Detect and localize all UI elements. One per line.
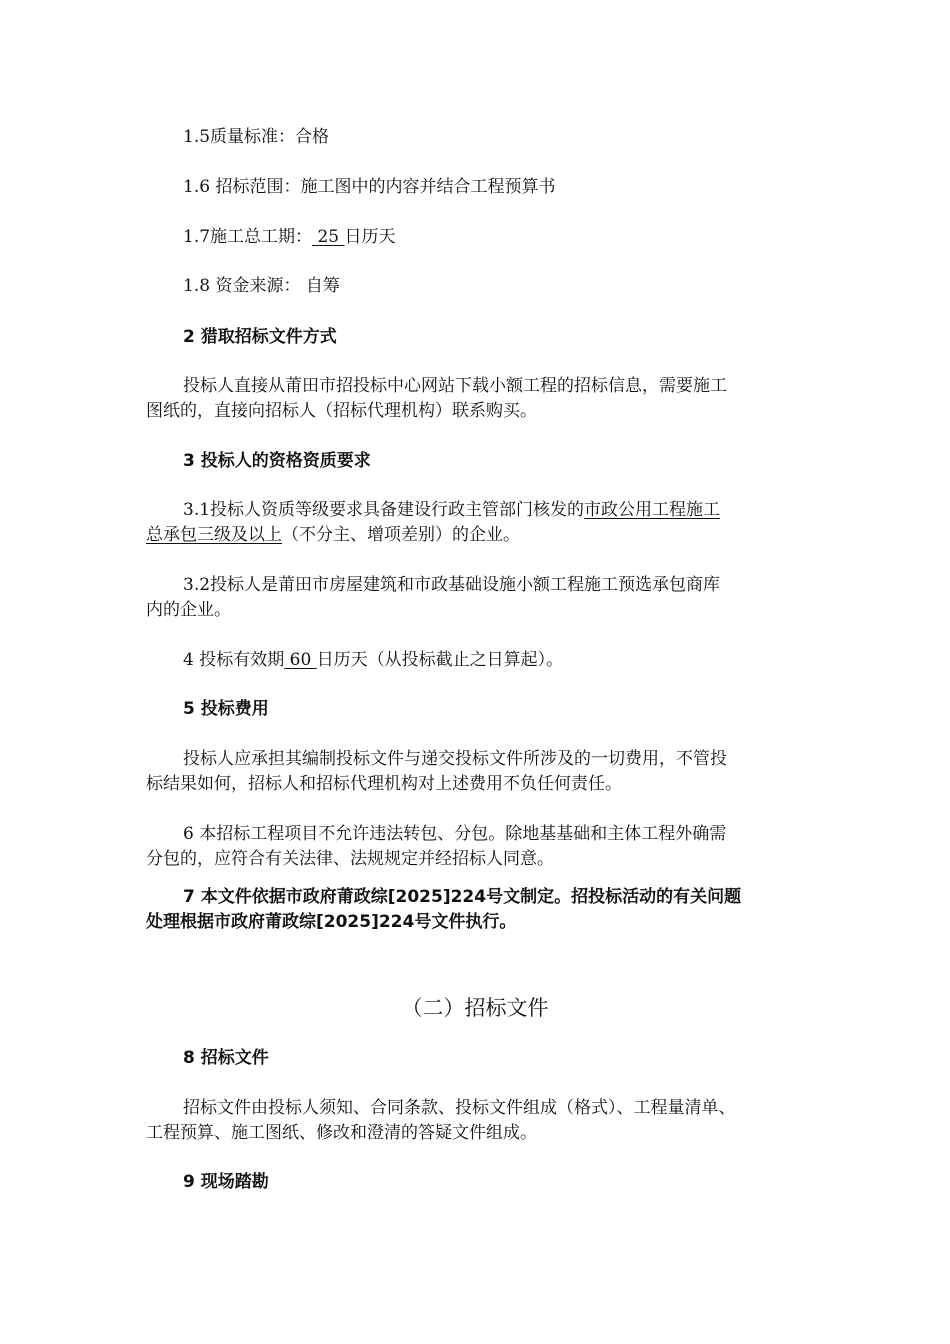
s7-paragraph-line1: 7 本文件依据市政府莆政综[2025]224号文制定。招投标活动的有关问题 — [183, 887, 742, 907]
heading-3-qualification: 3 投标人的资格资质要求 — [183, 451, 371, 471]
s6-paragraph-line2: 分包的，应符合有关法律、法规规定并经招标人同意。 — [146, 849, 554, 869]
duration-label: 1.7施工总工期： — [183, 227, 313, 247]
s3-1-line1 — [183, 498, 810, 523]
s3-1-tail: （不分主、增项差别）的企业。 — [282, 525, 520, 545]
s7-paragraph-line2: 处理根据市政府莆政综[2025]224号文件执行。 — [146, 912, 517, 932]
s3-1-text: 3.1投标人资质等级要求具备建设行政主管部门核发的 — [183, 500, 585, 520]
heading-2-obtain-documents: 2 猎取招标文件方式 — [183, 327, 337, 347]
validity-value: 60 — [284, 650, 317, 670]
s2-paragraph-line1: 投标人直接从莆田市招投标中心网站下载小额工程的招标信息，需要施工 — [183, 376, 727, 396]
item-1-8-funding: 1.8 资金来源： 自筹 — [183, 276, 340, 296]
s2-paragraph-line2: 图纸的，直接向招标人（招标代理机构）联系购买。 — [146, 401, 537, 421]
duration-unit: 日历天 — [344, 227, 396, 247]
s6-paragraph-line1: 6 本招标工程项目不允许违法转包、分包。除地基基础和主体工程外确需 — [183, 824, 727, 844]
s3-1-line2 — [146, 523, 810, 548]
duration-value: 25 — [312, 227, 345, 247]
s8-paragraph-line1: 招标文件由投标人须知、合同条款、投标文件组成（格式）、工程量清单、 — [183, 1098, 736, 1118]
validity-tail: 日历天（从投标截止之日算起）。 — [316, 650, 564, 670]
s5-paragraph-line2: 标结果如何，招标人和招标代理机构对上述费用不负任何责任。 — [146, 774, 622, 794]
qualification-underlined-1: 市政公用工程施工 — [584, 500, 721, 520]
s8-paragraph-line2: 工程预算、施工图纸、修改和澄清的答疑文件组成。 — [146, 1123, 537, 1143]
item-1-5-quality: 1.5质量标准：合格 — [183, 127, 330, 147]
section-title-bidding-documents: （二）招标文件 — [401, 996, 549, 1020]
item-1-6-scope: 1.6 招标范围：施工图中的内容并结合工程预算书 — [183, 177, 556, 197]
heading-8-bidding-documents: 8 招标文件 — [183, 1048, 269, 1068]
item-4-validity — [183, 648, 810, 673]
qualification-underlined-2: 总承包三级及以上 — [146, 525, 282, 545]
s5-paragraph-line1: 投标人应承担其编制投标文件与递交投标文件所涉及的一切费用，不管投 — [183, 749, 727, 769]
s3-2-line2: 内的企业。 — [146, 600, 231, 620]
heading-9-site-visit: 9 现场踏勘 — [183, 1172, 269, 1192]
validity-label: 4 投标有效期 — [183, 650, 285, 670]
heading-5-bid-cost: 5 投标费用 — [183, 699, 269, 719]
s3-2-line1: 3.2投标人是莆田市房屋建筑和市政基础设施小额工程施工预选承包商库 — [183, 575, 721, 595]
item-1-7-duration — [183, 225, 810, 250]
